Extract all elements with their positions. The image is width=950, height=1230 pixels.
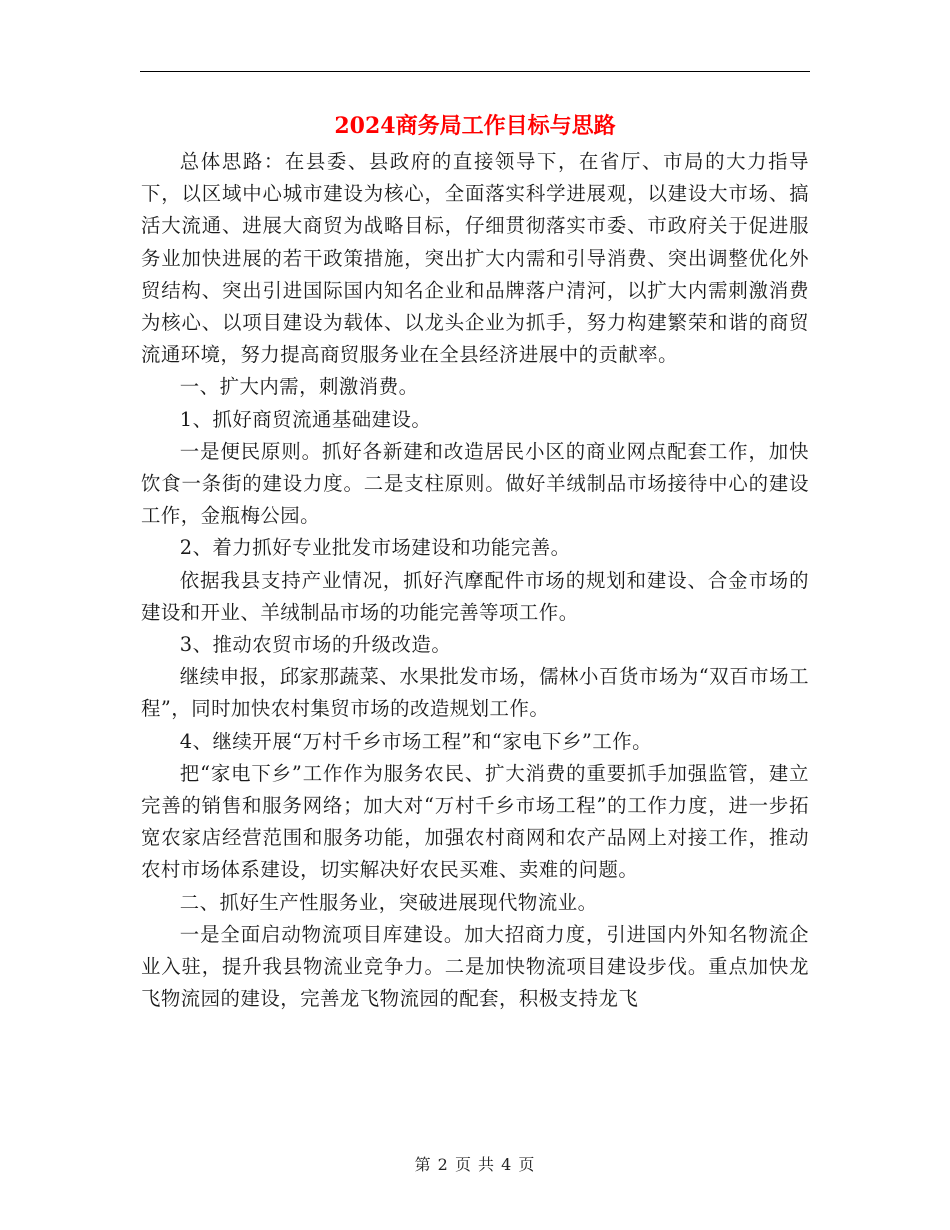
subheading-1-1: 1、抓好商贸流通基础建设。 [179,407,432,431]
section-heading-1: 一、扩大内需，刺激消费。 [179,375,419,399]
paragraph: 一是便民原则。抓好各新建和改造居民小区的商业网点配套工作，加快饮食一条街的建设力度。二是支柱原则。做好羊绒制品市场接待中心的建设工作，金瓶梅公园。 [141,439,809,528]
paragraph: 依据我县支持产业情况，抓好汽摩配件市场的规划和建设、合金市场的建设和开业、羊绒制品市场的功能完善等项工作。 [141,568,809,624]
paragraph: 一是全面启动物流项目库建设。加大招商力度，引进国内外知名物流企业入驻，提升我县物流业竞争力。二是加快物流项目建设步伐。重点加快龙飞物流园的建设，完善龙飞物流园的配套，积极支持龙飞 [141,922,809,1011]
paragraph: 继续申报，邱家那蔬菜、水果批发市场，儒林小百货市场为“双百市场工程”，同时加快农村集贸市场的改造规划工作。 [141,665,809,721]
subheading-1-2: 2、着力抓好专业批发市场建设和功能完善。 [179,536,571,560]
document-title: 2024商务局工作目标与思路 [334,113,616,139]
page-number-label: 第 2 页 共 4 页 [414,1155,536,1174]
document-body [141,146,809,1015]
header-rule [140,71,810,72]
paragraph: 把“家电下乡”工作作为服务农民、扩大消费的重要抓手加强监管，建立完善的销售和服务网络；加大对“万村千乡市场工程”的工作力度，进一步拓宽农家店经营范围和服务功能，加强农村商网和农产品网上对接工作，推动农村市场体系建设，切实解决好农民买难、卖难的问题。 [141,761,809,882]
subheading-1-3: 3、推动农贸市场的升级改造。 [179,633,452,657]
page-footer [0,1153,950,1177]
section-heading-2: 二、抓好生产性服务业，突破进展现代物流业。 [179,890,598,914]
subheading-1-4: 4、继续开展“万村千乡市场工程”和“家电下乡”工作。 [179,729,652,753]
paragraph-overall-approach: 总体思路：在县委、县政府的直接领导下，在省厅、市局的大力指导下，以区域中心城市建设为核心，全面落实科学进展观，以建设大市场、搞活大流通、进展大商贸为战略目标，仔细贯彻落实市委、市政府关于促进服务业加快进展的若干政策措施，突出扩大内需和引导消费、突出调整优化外贸结构、突出引进国际国内知名企业和品牌落户清河，以扩大内需刺激消费为核心、以项目建设为载体、以龙头企业为抓手，努力构建繁荣和谐的商贸流通环境，努力提高商贸服务业在全县经济进展中的贡献率。 [141,150,809,367]
